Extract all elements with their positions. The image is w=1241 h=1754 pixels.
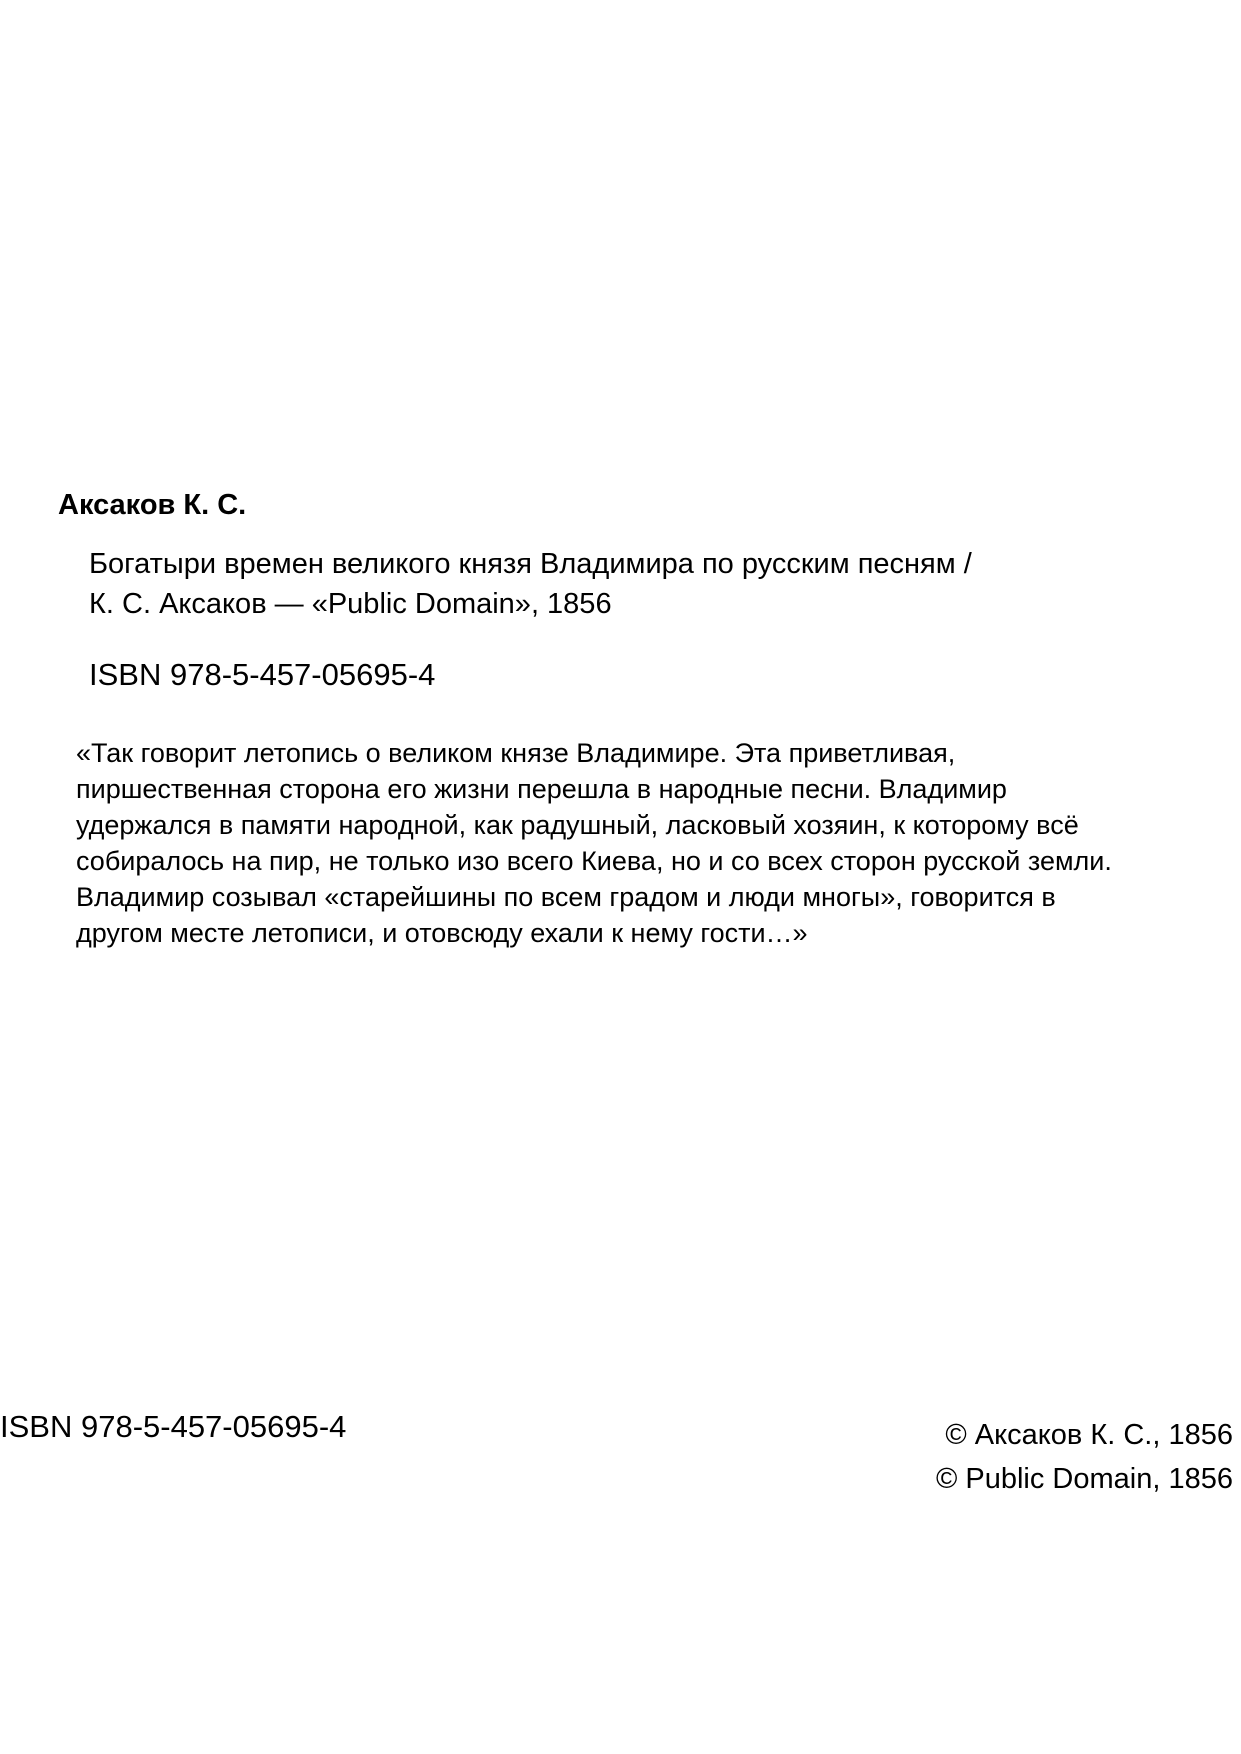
annotation <box>76 735 1236 951</box>
annotation-line: другом месте летописи, и отовсюду ехали к нему гости…» <box>76 918 808 948</box>
annotation-line: собиралось на пир, не только изо всего Киева, но и со всех сторон русской земли. <box>76 846 1112 876</box>
isbn-bottom: ISBN 978-5-457-05695-4 <box>0 1409 347 1444</box>
annotation-line: удержался в памяти народной, как радушный, ласковый хозяин, к которому всё <box>76 810 1079 840</box>
annotation-line: «Так говорит летопись о великом князе Владимире. Эта приветливая, <box>76 738 956 768</box>
annotation-line: пиршественная сторона его жизни перешла в народные песни. Владимир <box>76 774 1007 804</box>
copyright-publisher: © Public Domain, 1856 <box>935 1463 1233 1495</box>
copyright-author: © Аксаков К. С., 1856 <box>945 1419 1233 1451</box>
bibliographic-title-line: Богатыри времен великого князя Владимира по русским песням / <box>89 548 972 580</box>
author-heading: Аксаков К. С. <box>58 489 247 521</box>
annotation-line: Владимир созывал «старейшины по всем градом и люди многы», говорится в <box>76 882 1056 912</box>
isbn-top: ISBN 978-5-457-05695-4 <box>89 657 436 692</box>
bibliographic-publisher-line: К. С. Аксаков — «Public Domain», 1856 <box>89 588 612 620</box>
